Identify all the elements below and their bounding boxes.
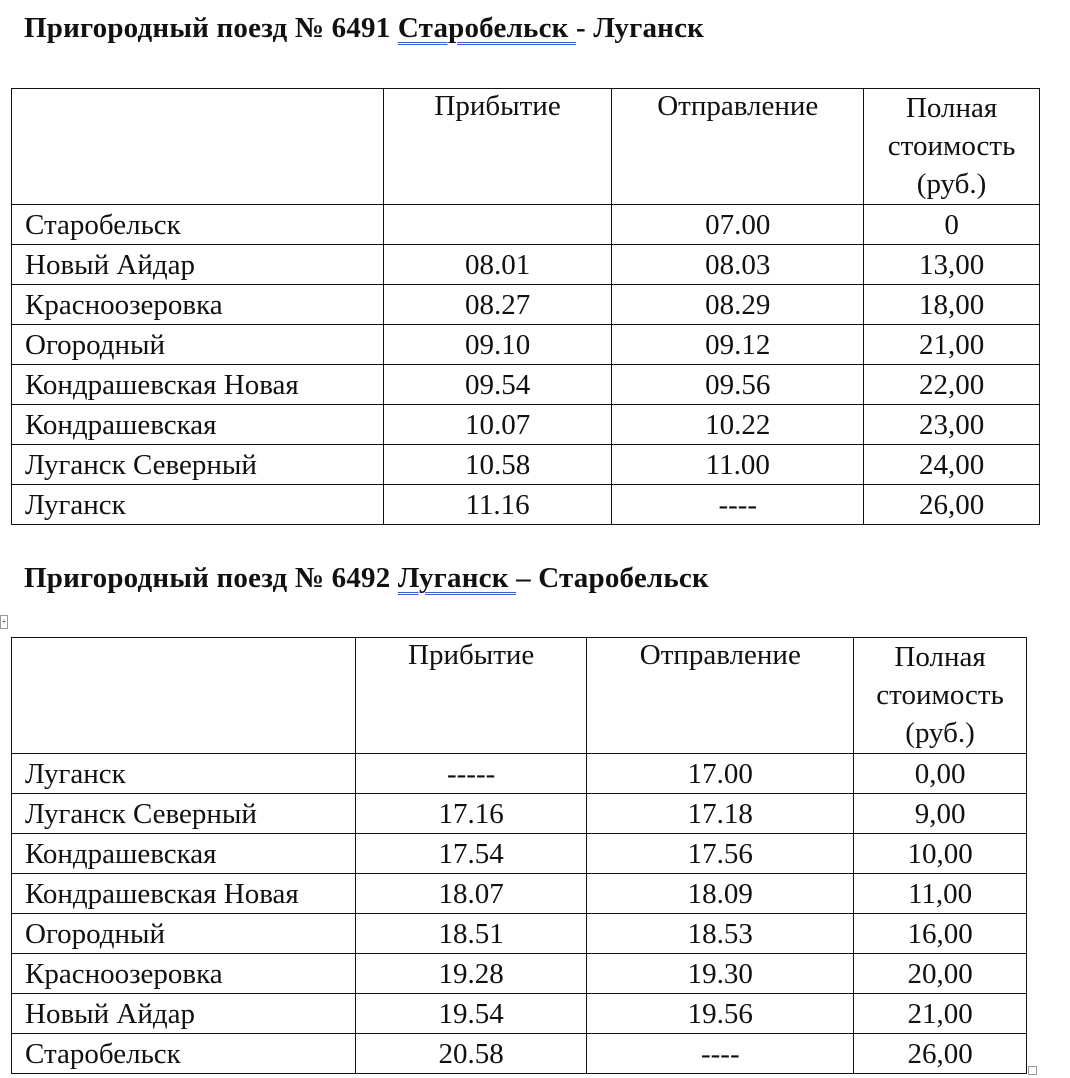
table-row [12,365,1040,405]
table-row [12,485,1040,525]
departure-cell: 19.30 [587,954,854,994]
table-row [12,874,1027,914]
arrival-cell [383,205,612,245]
station-cell: Кондрашевская Новая [12,365,384,405]
table-row [12,954,1027,994]
table-header-row [12,89,1040,205]
price-cell: 26,00 [854,1034,1027,1074]
departure-cell: 19.56 [587,994,854,1034]
price-cell: 21,00 [864,325,1040,365]
station-cell: Луганск Северный [12,794,356,834]
header-departure: Отправление [587,638,854,754]
header-station [12,638,356,754]
table-move-handle[interactable]: + [0,615,8,629]
header-departure: Отправление [612,89,864,205]
departure-cell: 10.22 [612,405,864,445]
price-cell: 24,00 [864,445,1040,485]
station-cell: Красноозеровка [12,954,356,994]
departure-cell: ---- [587,1034,854,1074]
departure-cell: 17.56 [587,834,854,874]
station-cell: Красноозеровка [12,285,384,325]
price-cell: 22,00 [864,365,1040,405]
title-separator: – [516,562,539,594]
table-row [12,1034,1027,1074]
departure-cell: 09.56 [612,365,864,405]
price-cell: 23,00 [864,405,1040,445]
arrival-cell: 18.51 [355,914,587,954]
departure-cell: 11.00 [612,445,864,485]
arrival-cell: 08.27 [383,285,612,325]
arrival-cell: 17.54 [355,834,587,874]
arrival-cell: 09.10 [383,325,612,365]
departure-cell: 08.03 [612,245,864,285]
price-cell: 13,00 [864,245,1040,285]
price-cell: 9,00 [854,794,1027,834]
table-header-row [12,638,1027,754]
train-6492-title [24,562,709,595]
station-cell: Новый Айдар [12,245,384,285]
station-cell: Кондрашевская [12,405,384,445]
arrival-cell: 10.07 [383,405,612,445]
arrival-cell: ----- [355,754,587,794]
table-row [12,994,1027,1034]
arrival-cell: 09.54 [383,365,612,405]
station-cell: Старобельск [12,205,384,245]
title-prefix: Пригородный поезд № 6492 [24,562,398,594]
table-row [12,914,1027,954]
station-cell: Луганск [12,754,356,794]
train-6492-schedule-table [11,637,1027,1074]
arrival-cell: 19.54 [355,994,587,1034]
price-cell: 0 [864,205,1040,245]
price-cell: 0,00 [854,754,1027,794]
header-arrival: Прибытие [355,638,587,754]
station-cell: Луганск [12,485,384,525]
table-row [12,754,1027,794]
departure-cell: ---- [612,485,864,525]
table-row [12,794,1027,834]
arrival-cell: 11.16 [383,485,612,525]
station-cell: Новый Айдар [12,994,356,1034]
title-to-station: Старобельск [538,562,709,594]
price-cell: 26,00 [864,485,1040,525]
header-price: Полная стоимость (руб.) [864,89,1040,205]
arrival-cell: 18.07 [355,874,587,914]
title-from-station: Старобельск [397,12,577,44]
station-cell: Кондрашевская [12,834,356,874]
title-separator: - [576,12,594,44]
price-cell: 21,00 [854,994,1027,1034]
table-row [12,405,1040,445]
table-resize-handle[interactable] [1028,1066,1037,1075]
table-row [12,445,1040,485]
table-row [12,834,1027,874]
station-cell: Кондрашевская Новая [12,874,356,914]
train-6491-schedule-table [11,88,1040,525]
departure-cell: 17.18 [587,794,854,834]
departure-cell: 18.09 [587,874,854,914]
price-cell: 11,00 [854,874,1027,914]
price-cell: 10,00 [854,834,1027,874]
station-cell: Огородный [12,325,384,365]
table-row [12,245,1040,285]
station-cell: Огородный [12,914,356,954]
header-arrival: Прибытие [383,89,612,205]
departure-cell: 17.00 [587,754,854,794]
header-station [12,89,384,205]
train-6491-title [24,12,704,45]
arrival-cell: 19.28 [355,954,587,994]
price-cell: 20,00 [854,954,1027,994]
header-price: Полная стоимость (руб.) [854,638,1027,754]
departure-cell: 18.53 [587,914,854,954]
price-cell: 18,00 [864,285,1040,325]
title-prefix: Пригородный поезд № 6491 [24,12,398,44]
arrival-cell: 20.58 [355,1034,587,1074]
departure-cell: 07.00 [612,205,864,245]
table-row [12,325,1040,365]
table-row [12,285,1040,325]
title-from-station: Луганск [397,562,517,594]
arrival-cell: 17.16 [355,794,587,834]
departure-cell: 09.12 [612,325,864,365]
price-cell: 16,00 [854,914,1027,954]
arrival-cell: 10.58 [383,445,612,485]
table-row [12,205,1040,245]
title-to-station: Луганск [593,12,705,44]
station-cell: Старобельск [12,1034,356,1074]
arrival-cell: 08.01 [383,245,612,285]
station-cell: Луганск Северный [12,445,384,485]
departure-cell: 08.29 [612,285,864,325]
